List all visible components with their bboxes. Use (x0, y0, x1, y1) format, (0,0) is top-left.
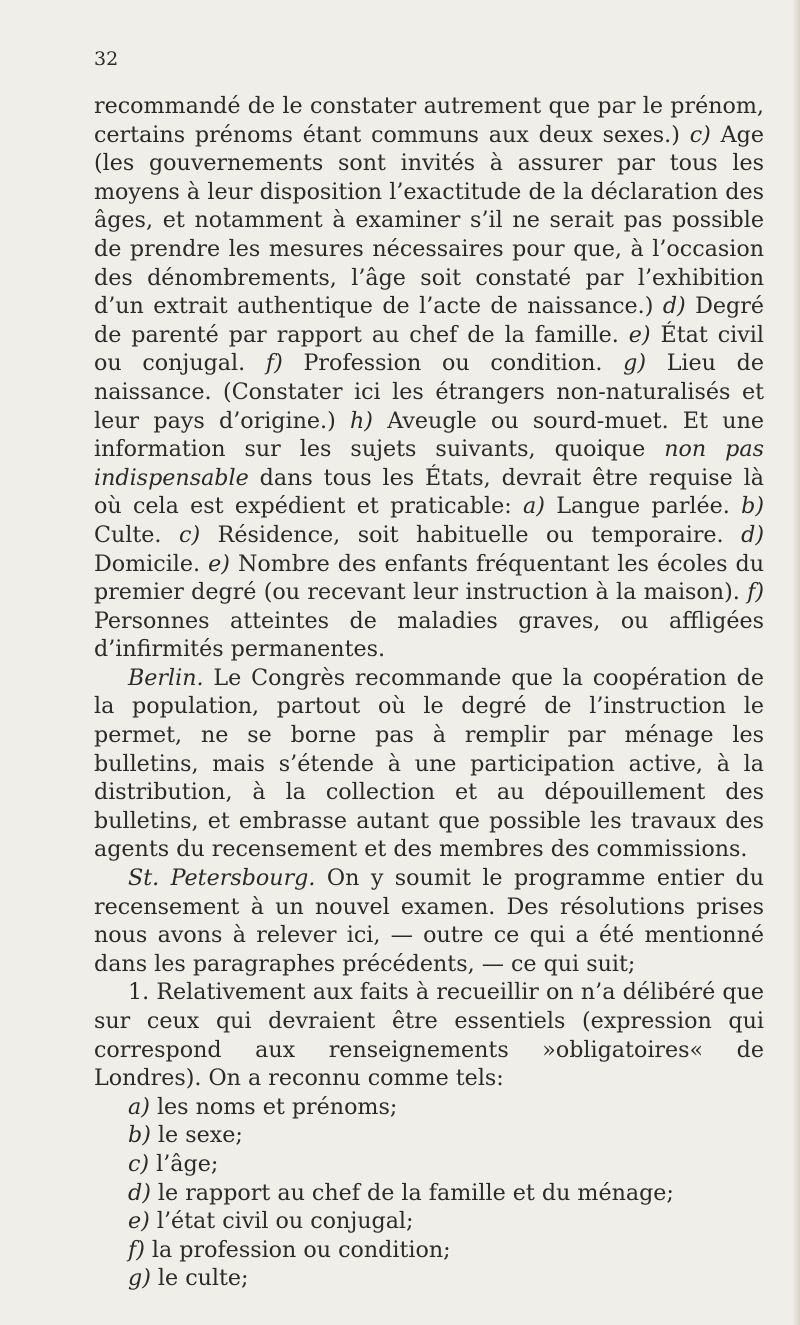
italic-text: b) (128, 1122, 151, 1149)
text-run: État civil ou conjugal. (94, 321, 764, 377)
list-item (94, 1207, 764, 1236)
text-run: l’âge; (149, 1150, 219, 1177)
italic-text: d) (741, 521, 765, 548)
text-run: Degré de parenté par rapport au chef de la famille. (94, 293, 764, 348)
body-text (94, 92, 764, 1293)
text-run: l’état civil ou conjugal; (149, 1208, 414, 1235)
italic-text: c) (179, 521, 201, 548)
paragraph (94, 664, 764, 864)
italic-text: non pas indispensable (94, 436, 764, 491)
text-run: les noms et prénoms; (149, 1093, 398, 1120)
paragraph (94, 92, 764, 664)
italic-text: a) (523, 493, 545, 520)
italic-text: a) (128, 1093, 150, 1120)
italic-text: g) (128, 1265, 151, 1292)
italic-text: f) (265, 350, 283, 377)
text-run: le rapport au chef de la famille et du ménage; (150, 1179, 674, 1206)
text-run: On y soumit le programme entier du recensement à un nouvel examen. Des résolutions prises nous avons à relever ici, — outre ce qui a été mentionné dans les paragraphes précédents, — ce qui suit; (94, 865, 764, 977)
italic-text: b) (741, 493, 765, 520)
text-run: le sexe; (150, 1122, 243, 1149)
list-item (94, 1179, 764, 1208)
text-run: Domicile. (94, 550, 209, 577)
text-run: Profession ou condition. (282, 350, 624, 377)
italic-text: d) (662, 293, 686, 320)
italic-text: c) (689, 121, 711, 148)
page-number: 32 (94, 48, 119, 70)
text-run: Langue parlée. (544, 493, 742, 520)
text-run: dans tous les États, devrait être requise là où cela est expédient et praticable: (94, 464, 764, 520)
list-item (94, 1093, 764, 1122)
text-run: 1. Relativement aux faits à recueillir on n’a délibéré que sur ceux qui devraient être essentiels (expression qui correspond aux renseignements »obligatoires« de Londres). On a reconnu comme tels: (94, 979, 764, 1092)
page-edge-shadow (792, 0, 800, 1325)
text-run: Age (les gouvernements sont invités à assurer par tous les moyens à leur disposition l’exactitude de la déclaration des âges, et notamment à examiner s’il ne serait pas possible de prendre les mesures nécessaires pour que, à l’occasion des dénombrements, l’âge soit constaté par l’exhibition d’un extrait authentique de l’acte de naissance.) (94, 121, 764, 320)
list-item (94, 1264, 764, 1293)
list-item (94, 1150, 764, 1179)
italic-text: e) (128, 1208, 150, 1235)
text-run: Le Congrès recommande que la coopération de la population, partout où le degré de l’instruction le permet, ne se borne pas à remplir par ménage les bulletins, mais s’étende à une participation active, à la distribution, à la collection et au dépouillement des bulletins, et embrasse autant que possible les travaux des agents du recensement et des membres des commissions. (94, 664, 764, 863)
italic-text: f) (747, 579, 764, 606)
italic-text: Berlin. (128, 664, 204, 691)
list-item (94, 1236, 764, 1265)
list-item (94, 1121, 764, 1150)
text-run: Culte. (94, 521, 180, 548)
italic-text: e) (628, 321, 651, 348)
italic-text: g) (623, 350, 646, 377)
text-run: Nombre des enfants fréquentant les écoles du premier degré (ou recevant leur instruction à la maison). (94, 550, 765, 606)
text-run: Lieu de naissance. (Constater ici les étrangers non-naturalisés et leur pays d’origine.) (94, 350, 764, 434)
paragraph (94, 978, 764, 1092)
paragraph (94, 864, 764, 978)
italic-text: f) (128, 1236, 145, 1263)
text-run: la profession ou condition; (144, 1236, 451, 1263)
italic-text: e) (208, 550, 230, 577)
text-run: Aveugle ou sourd-muet. Et une information sur les sujets suivants, quoique (94, 407, 764, 463)
italic-text: St. Petersbourg. (128, 865, 316, 892)
italic-text: d) (128, 1179, 151, 1206)
text-run: Résidence, soit habituelle ou temporaire. (200, 521, 742, 548)
italic-text: c) (128, 1150, 150, 1177)
text-run: Personnes atteintes de maladies graves, ou affligées d’infirmités permanentes. (94, 607, 764, 663)
italic-text: h) (350, 407, 373, 434)
text-run: le culte; (150, 1265, 249, 1292)
text-run: recommandé de le constater autrement que par le prénom, certains prénoms étant communs aux deux sexes.) (94, 93, 764, 148)
